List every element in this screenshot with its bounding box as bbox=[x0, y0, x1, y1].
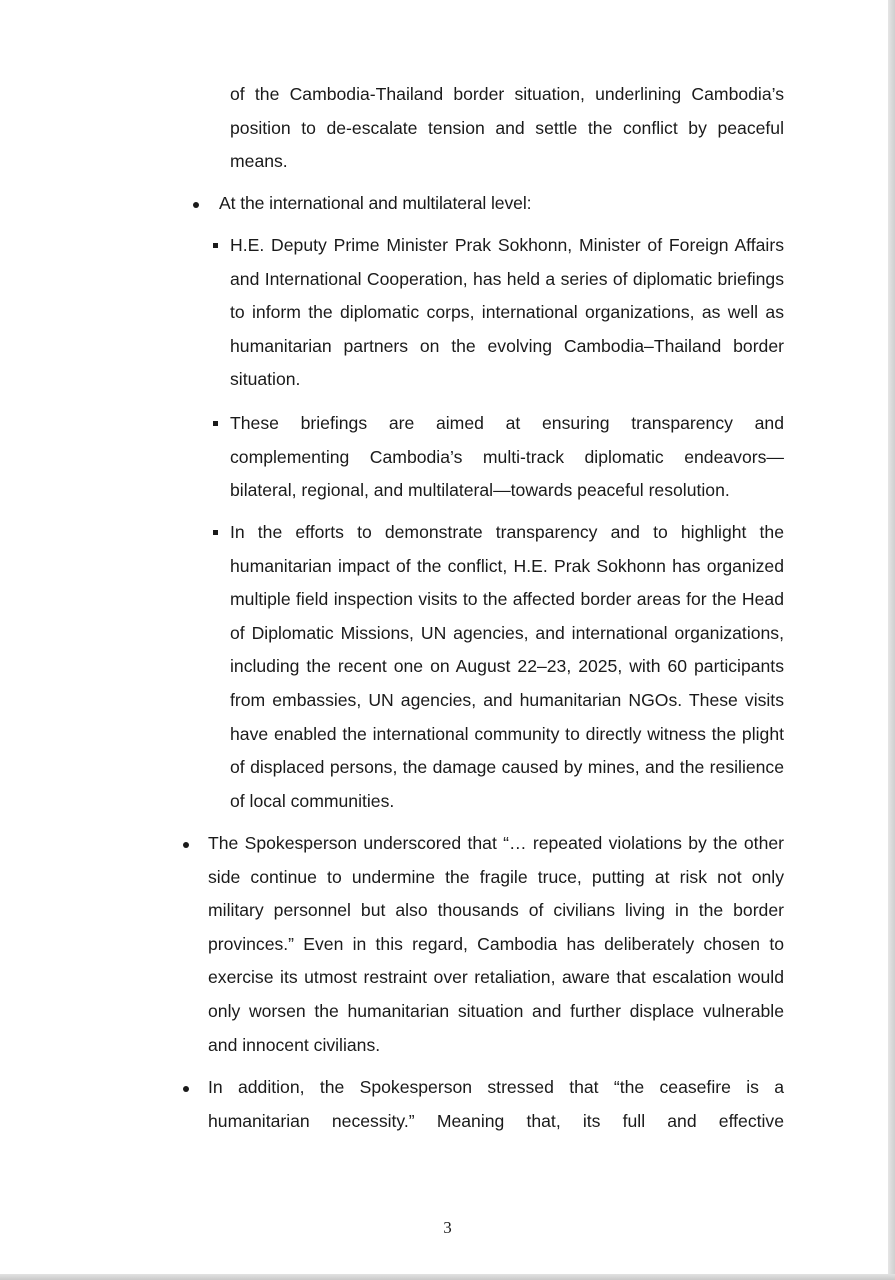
page-edge-shadow bbox=[0, 1274, 895, 1280]
bullet-square bbox=[213, 421, 218, 426]
sub-bullet-paragraph: These briefings are aimed at ensuring transparency and complementing Cambodia’s multi-track diplomatic endeavors—bilateral, regional, and multilateral—towards peaceful resolution. bbox=[230, 413, 784, 501]
sub-bullet-paragraph: H.E. Deputy Prime Minister Prak Sokhonn, Minister of Foreign Affairs and International Cooperation, has held a series of diplomatic briefings to inform the diplomatic corps, international organizations, as well as humanitarian partners on the evolving Cambodia–Thailand border situation. bbox=[230, 235, 784, 390]
bullet-square bbox=[213, 243, 218, 248]
continuation-paragraph: of the Cambodia-Thailand border situation, underlining Cambodia’s position to de-escalate tension and settle the conflict by peaceful means. bbox=[230, 84, 784, 172]
sub-bullet-paragraph: In the efforts to demonstrate transparency and to highlight the humanitarian impact of the conflict, H.E. Prak Sokhonn has organized multiple field inspection visits to the affected border areas for the Head of Diplomatic Missions, UN agencies, and international organizations, including the recent one on August 22–23, 2025, with 60 participants from embassies, UN agencies, and humanitarian NGOs. These visits have enabled the international community to directly witness the plight of displaced persons, the damage caused by mines, and the resilience of local communities. bbox=[230, 522, 784, 811]
main-bullet-paragraph: In addition, the Spokesperson stressed that “the ceasefire is a humanitarian necessity.” Meaning that, its full and effective bbox=[208, 1077, 784, 1131]
bullet-dot bbox=[183, 1086, 189, 1092]
page-number: 3 bbox=[443, 1218, 452, 1237]
section-heading: At the international and multilateral level: bbox=[219, 193, 532, 213]
bullet-square bbox=[213, 530, 218, 535]
page-edge-shadow bbox=[888, 0, 895, 1280]
bullet-dot bbox=[183, 842, 189, 848]
bullet-dot bbox=[193, 202, 199, 208]
main-bullet-paragraph: The Spokesperson underscored that “… repeated violations by the other side continue to undermine the fragile truce, putting at risk not only military personnel but also thousands of civilians living in the border provinces.” Even in this regard, Cambodia has deliberately chosen to exercise its utmost restraint over retaliation, aware that escalation would only worsen the humanitarian situation and further displace vulnerable and innocent civilians. bbox=[208, 833, 784, 1055]
